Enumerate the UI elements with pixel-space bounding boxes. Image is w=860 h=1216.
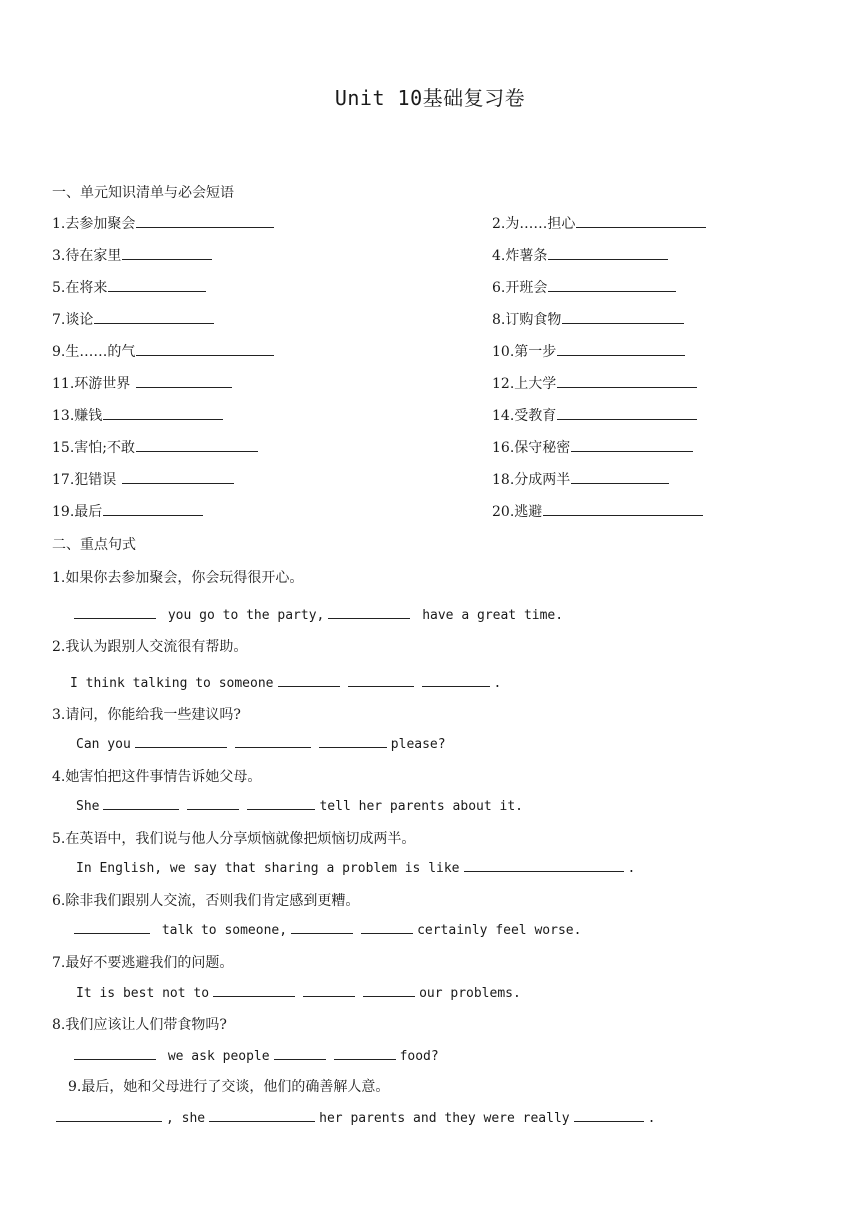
answer-blank[interactable] — [334, 1046, 396, 1060]
question-prompt: 1.如果你去参加聚会，你会玩得很开心。 — [52, 570, 304, 586]
answer-blank[interactable] — [74, 605, 156, 619]
answer-blank[interactable] — [348, 673, 414, 687]
answer-blank[interactable] — [543, 501, 703, 516]
answer-blank[interactable] — [213, 983, 295, 997]
sentence-text: we ask people — [160, 1049, 270, 1064]
answer-blank[interactable] — [328, 605, 410, 619]
answer-blank[interactable] — [422, 673, 490, 687]
vocab-label: 19.最后 — [52, 504, 103, 520]
sentence-text: . — [493, 676, 502, 691]
vocab-label: 1.去参加聚会 — [52, 216, 136, 232]
vocab-label: 9.生……的气 — [52, 344, 136, 360]
answer-blank[interactable] — [122, 469, 234, 484]
vocab-label: 3.待在家里 — [52, 248, 122, 264]
question-sentence — [76, 858, 635, 876]
sentence-text: I think talking to someone — [70, 676, 274, 691]
sentence-text: It is best not to — [76, 986, 210, 1001]
answer-blank[interactable] — [557, 373, 697, 388]
answer-blank[interactable] — [136, 437, 258, 452]
vocab-item — [492, 469, 669, 489]
vocab-item — [52, 437, 258, 457]
answer-blank[interactable] — [303, 983, 355, 997]
question-prompt: 3.请问，你能给我一些建议吗? — [52, 707, 241, 723]
answer-blank[interactable] — [74, 1046, 156, 1060]
answer-blank[interactable] — [94, 309, 214, 324]
sentence-text: you go to the party, — [160, 608, 325, 623]
question-sentence — [70, 920, 581, 938]
answer-blank[interactable] — [209, 1108, 315, 1122]
vocab-label: 7.谈论 — [52, 312, 94, 328]
sentence-text: talk to someone, — [154, 923, 288, 938]
answer-blank[interactable] — [548, 245, 668, 260]
question-sentence — [70, 1046, 439, 1064]
vocab-item — [52, 277, 206, 297]
answer-blank[interactable] — [291, 920, 353, 934]
answer-blank[interactable] — [557, 341, 685, 356]
vocab-label: 17.犯错误 — [52, 472, 121, 488]
question-sentence — [70, 673, 501, 691]
answer-blank[interactable] — [464, 858, 624, 872]
section1-heading: 一、单元知识清单与必会短语 — [52, 185, 234, 201]
sentence-text: please? — [390, 737, 446, 752]
answer-blank[interactable] — [135, 734, 227, 748]
sentence-text: She — [76, 799, 100, 814]
vocab-item — [52, 309, 214, 329]
question-sentence — [70, 605, 563, 623]
sentence-text: food? — [399, 1049, 439, 1064]
sentence-text: . — [647, 1111, 656, 1126]
answer-blank[interactable] — [548, 277, 676, 292]
vocab-item — [52, 469, 234, 489]
answer-blank[interactable] — [557, 405, 697, 420]
question-sentence — [52, 1108, 655, 1126]
sentence-text: . — [627, 861, 636, 876]
vocab-label: 13.赚钱 — [52, 408, 103, 424]
vocab-item — [492, 341, 685, 361]
vocab-label: 11.环游世界 — [52, 376, 135, 392]
vocab-label: 16.保守秘密 — [492, 440, 571, 456]
vocab-label: 12.上大学 — [492, 376, 557, 392]
answer-blank[interactable] — [187, 796, 239, 810]
vocab-label: 4.炸薯条 — [492, 248, 548, 264]
vocab-label: 20.逃避 — [492, 504, 543, 520]
vocab-item — [492, 501, 703, 521]
answer-blank[interactable] — [56, 1108, 162, 1122]
sentence-text: our problems. — [419, 986, 521, 1001]
question-prompt: 9.最后，她和父母进行了交谈，他们的确善解人意。 — [68, 1079, 390, 1095]
answer-blank[interactable] — [108, 277, 206, 292]
vocab-label: 18.分成两半 — [492, 472, 571, 488]
sentence-text: certainly feel worse. — [417, 923, 582, 938]
answer-blank[interactable] — [562, 309, 684, 324]
answer-blank[interactable] — [361, 920, 413, 934]
question-prompt: 6.除非我们跟别人交流，否则我们肯定感到更糟。 — [52, 893, 360, 909]
question-prompt: 5.在英语中，我们说与他人分享烦恼就像把烦恼切成两半。 — [52, 831, 416, 847]
sentence-text: Can you — [76, 737, 131, 752]
vocab-label: 2.为……担心 — [492, 216, 576, 232]
vocab-item — [52, 213, 274, 233]
question-sentence — [76, 983, 521, 1001]
answer-blank[interactable] — [363, 983, 415, 997]
sentence-text: , she — [166, 1111, 206, 1126]
answer-blank[interactable] — [136, 373, 232, 388]
sentence-text: have a great time. — [414, 608, 564, 623]
page-title: Unit 10基础复习卷 — [334, 86, 526, 110]
sentence-text: her parents and they were really — [319, 1111, 570, 1126]
vocab-item — [52, 501, 203, 521]
answer-blank[interactable] — [122, 245, 212, 260]
vocab-label: 10.第一步 — [492, 344, 557, 360]
vocab-label: 8.订购食物 — [492, 312, 562, 328]
answer-blank[interactable] — [319, 734, 387, 748]
answer-blank[interactable] — [103, 501, 203, 516]
answer-blank[interactable] — [574, 1108, 644, 1122]
section2-heading: 二、重点句式 — [52, 537, 136, 553]
answer-blank[interactable] — [576, 213, 706, 228]
answer-blank[interactable] — [571, 437, 693, 452]
vocab-item — [492, 373, 697, 393]
question-prompt: 2.我认为跟别人交流很有帮助。 — [52, 639, 248, 655]
vocab-item — [52, 245, 212, 265]
answer-blank[interactable] — [278, 673, 340, 687]
answer-blank[interactable] — [274, 1046, 326, 1060]
answer-blank[interactable] — [74, 920, 150, 934]
question-sentence — [76, 734, 446, 752]
vocab-item — [52, 405, 223, 425]
question-prompt: 8.我们应该让人们带食物吗? — [52, 1017, 227, 1033]
vocab-item — [52, 341, 274, 361]
vocab-item — [52, 373, 232, 393]
answer-blank[interactable] — [235, 734, 311, 748]
sentence-text: tell her parents about it. — [319, 799, 523, 814]
vocab-item — [492, 213, 706, 233]
answer-blank[interactable] — [103, 405, 223, 420]
vocab-item — [492, 309, 684, 329]
question-sentence — [76, 796, 523, 814]
answer-blank[interactable] — [103, 796, 179, 810]
vocab-label: 5.在将来 — [52, 280, 108, 296]
answer-blank[interactable] — [571, 469, 669, 484]
vocab-label: 14.受教育 — [492, 408, 557, 424]
answer-blank[interactable] — [247, 796, 315, 810]
vocab-label: 15.害怕;不敢 — [52, 440, 135, 456]
vocab-label: 6.开班会 — [492, 280, 548, 296]
vocab-item — [492, 437, 693, 457]
vocab-item — [492, 277, 676, 297]
answer-blank[interactable] — [136, 341, 274, 356]
question-prompt: 4.她害怕把这件事情告诉她父母。 — [52, 769, 262, 785]
sentence-text: In English, we say that sharing a problem is like — [76, 861, 460, 876]
question-prompt: 7.最好不要逃避我们的问题。 — [52, 955, 234, 971]
vocab-item — [492, 245, 668, 265]
vocab-item — [492, 405, 697, 425]
answer-blank[interactable] — [136, 213, 274, 228]
